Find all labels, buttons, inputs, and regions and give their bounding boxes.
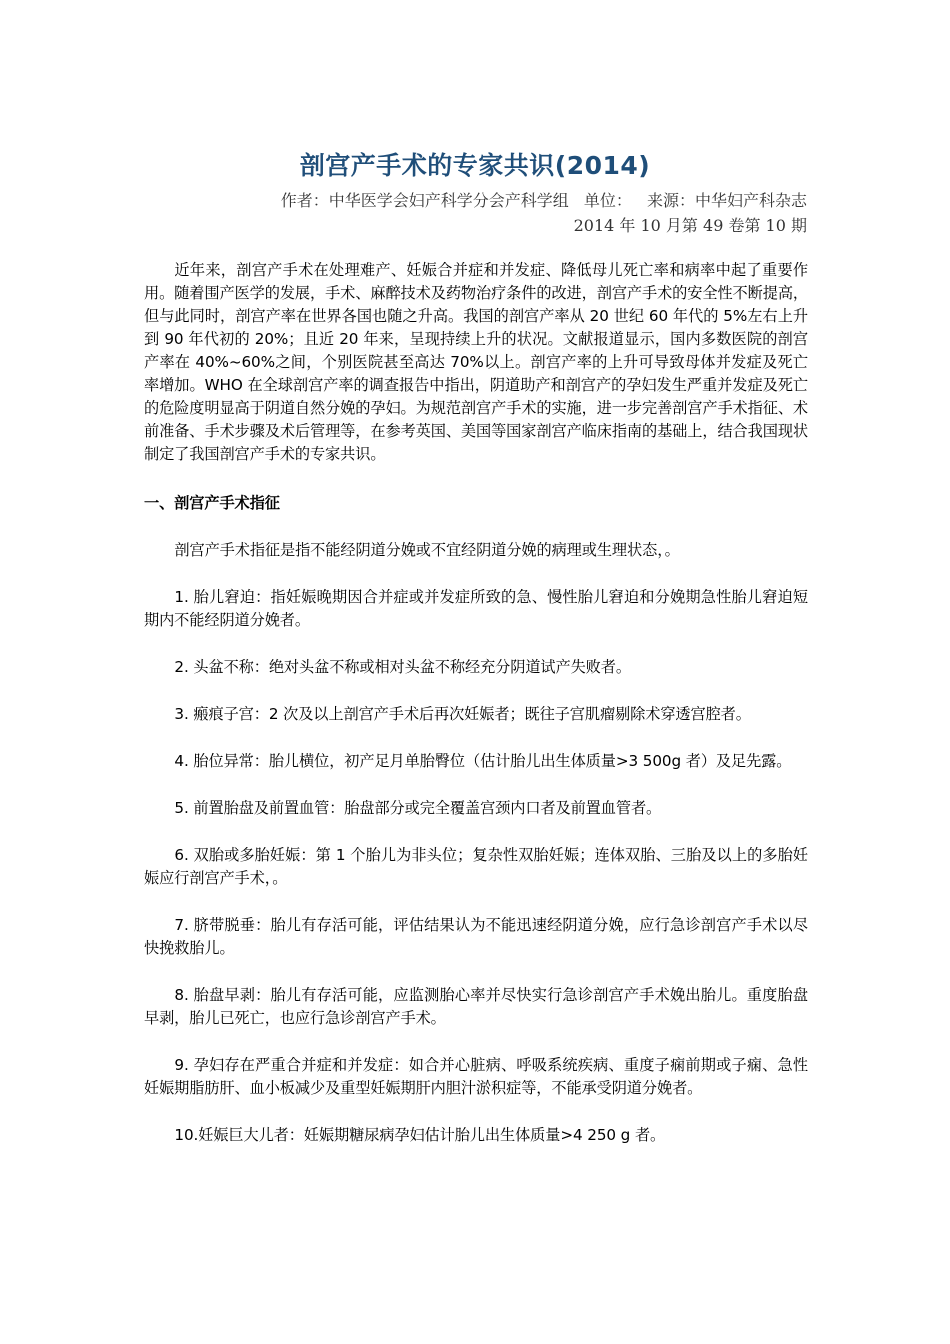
unit-text: 单位： [583,191,632,210]
indication-item: 9. 孕妇存在严重合并症和并发症：如合并心脏病、呼吸系统疾病、重度子痫前期或子痫、急性妊娠期脂肪肝、血小板减少及重型妊娠期肝内胆汁淤积症等，不能承受阴道分娩者。 [144,1056,808,1097]
indication-item: 4. 胎位异常：胎儿横位，初产足月单胎臀位（估计胎儿出生体质量>3 500g 者）及足先露。 [174,752,792,770]
intro-paragraph: 近年来，剖宫产手术在处理难产、妊娠合并症和并发症、降低母儿死亡率和病率中起了重要作用。随着围产医学的发展，手术、麻醉技术及药物治疗条件的改进，剖宫产手术的安全性不断提高，但与此同时，剖宫产率在世界各国也随之升高。我国的剖宫产率从 20 世纪 60 年代的 5%左右上升到 90 年代初的 20%；且近 20 年来，呈现持续上升的状况。文献报道显示，国内多数医院的剖宫产率在 40%~60%之间，个别医院甚至高达 70%以上。剖宫产率的上升可导致母体并发症及死亡率增加。WHO 在全球剖宫产率的调查报告中指出，阴道助产和剖宫产的孕妇发生严重并发症及死亡的危险度明显高于阴道自然分娩的孕妇。为规范剖宫产手术的实施，进一步完善剖宫产手术指征、术前准备、手术步骤及术后管理等，在参考英国、美国等国家剖宫产临床指南的基础上，结合我国现状制定了我国剖宫产手术的专家共识。 [144,261,808,463]
indication-item: 10.妊娠巨大儿者：妊娠期糖尿病孕妇估计胎儿出生体质量>4 250 g 者。 [174,1126,666,1144]
section-heading: 一、剖宫产手术指征 [144,494,280,512]
indication-item: 6. 双胎或多胎妊娠：第 1 个胎儿为非头位；复杂性双胎妊娠；连体双胎、三胎及以上的多胎妊娠应行剖宫产手术，。 [144,846,808,887]
issue-text: 2014 年 10 月第 49 卷第 10 期 [573,216,807,235]
section-lead-paragraph: 剖宫产手术指征是指不能经阴道分娩或不宜经阴道分娩的病理或生理状态，。 [174,541,680,559]
byline [271,188,807,211]
indication-item: 8. 胎盘早剥：胎儿有存活可能，应监测胎心率并尽快实行急诊剖宫产手术娩出胎儿。重度胎盘早剥，胎儿已死亡，也应行急诊剖宫产手术。 [144,986,808,1027]
source-text: 来源：中华妇产科杂志 [646,191,807,210]
document-title: 剖宫产手术的专家共识(2014) [299,151,651,180]
indication-item: 1. 胎儿窘迫：指妊娠晚期因合并症或并发症所致的急、慢性胎儿窘迫和分娩期急性胎儿窘迫短期内不能经阴道分娩者。 [144,588,808,629]
indication-item: 2. 头盆不称：绝对头盆不称或相对头盆不称经充分阴道试产失败者。 [174,658,631,676]
article-body [144,259,808,1147]
author-text: 作者：中华医学会妇产科学分会产科学组 [280,191,569,210]
indication-item: 3. 瘢痕子宫：2 次及以上剖宫产手术后再次妊娠者；既往子宫肌瘤剔除术穿透宫腔者。 [174,705,751,723]
indication-item: 7. 脐带脱垂：胎儿有存活可能，评估结果认为不能迅速经阴道分娩，应行急诊剖宫产手术以尽快挽救胎儿。 [144,916,808,957]
indication-item: 5. 前置胎盘及前置血管：胎盘部分或完全覆盖宫颈内口者及前置血管者。 [174,799,662,817]
